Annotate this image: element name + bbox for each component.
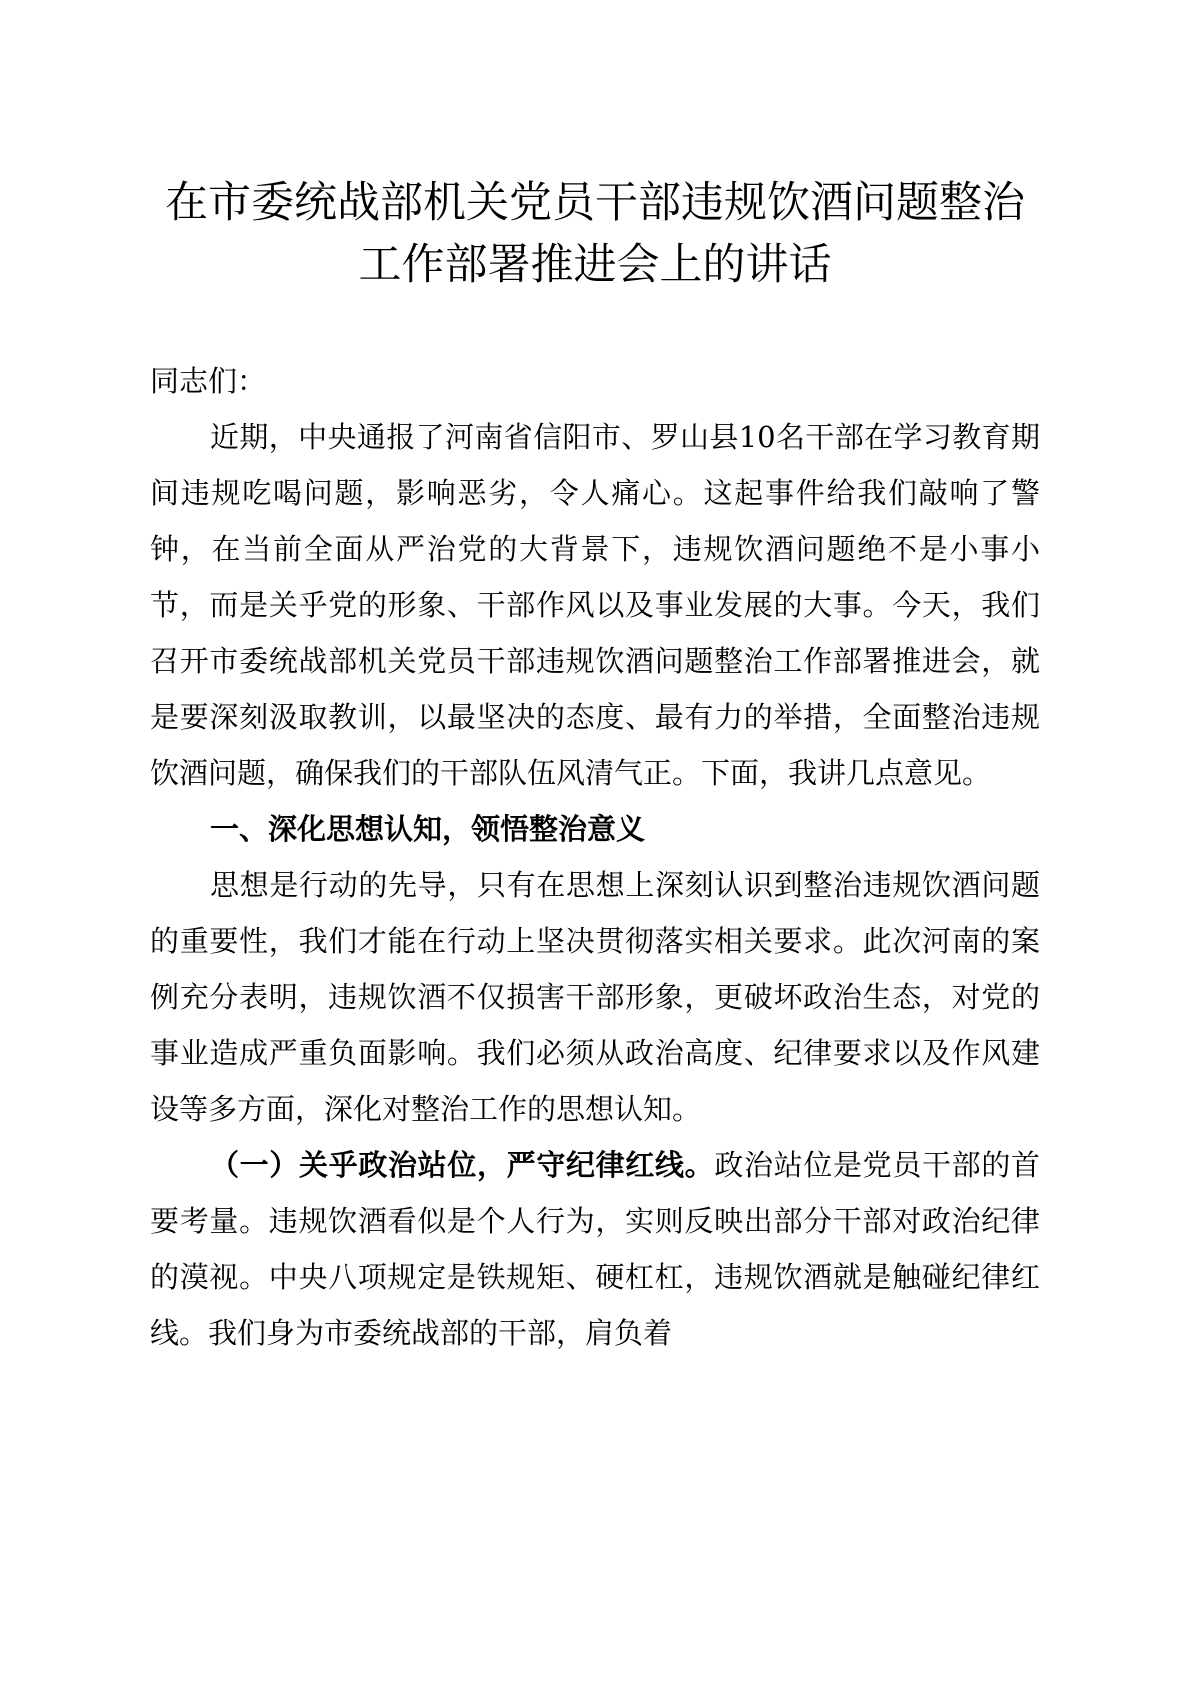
subsection-1-lead: （一）关乎政治站位，严守纪律红线。 [210,1148,715,1182]
salutation: 同志们： [150,364,267,398]
title-line-1: 在市委统战部机关党员干部违规饮酒问题整治 [165,178,1025,228]
subsection-1-text: 政治站位是党员干部的首要考量。违规饮酒看似是个人行为，实则反映出部分干部对政治纪律的漠视。中央八项规定是铁规矩、硬杠杠，违规饮酒就是触碰纪律红线。我们身为市委统战部的干部，肩负着 [150,1148,1040,1350]
document-body [150,353,1040,1361]
intro-paragraph: 近期，中央通报了河南省信阳市、罗山县10名干部在学习教育期间违规吃喝问题，影响恶劣，令人痛心。这起事件给我们敲响了警钟，在当前全面从严治党的大背景下，违规饮酒问题绝不是小事小节，而是关乎党的形象、干部作风以及事业发展的大事。今天，我们召开市委统战部机关党员干部违规饮酒问题整治工作部署推进会，就是要深刻汲取教训，以最坚决的态度、最有力的举措，全面整治违规饮酒问题，确保我们的干部队伍风清气正。下面，我讲几点意见。 [150,420,1040,790]
title-line-2: 工作部署推进会上的讲话 [358,240,832,290]
section-heading-1: 一、深化思想认知，领悟整治意义 [210,812,646,846]
subsection-1-paragraph [150,1137,1040,1361]
document-title [150,172,1040,296]
section-1-paragraph: 思想是行动的先导，只有在思想上深刻认识到整治违规饮酒问题的重要性，我们才能在行动上坚决贯彻落实相关要求。此次河南的案例充分表明，违规饮酒不仅损害干部形象，更破坏政治生态，对党的事业造成严重负面影响。我们必须从政治高度、纪律要求以及作风建设等多方面，深化对整治工作的思想认知。 [150,868,1040,1126]
